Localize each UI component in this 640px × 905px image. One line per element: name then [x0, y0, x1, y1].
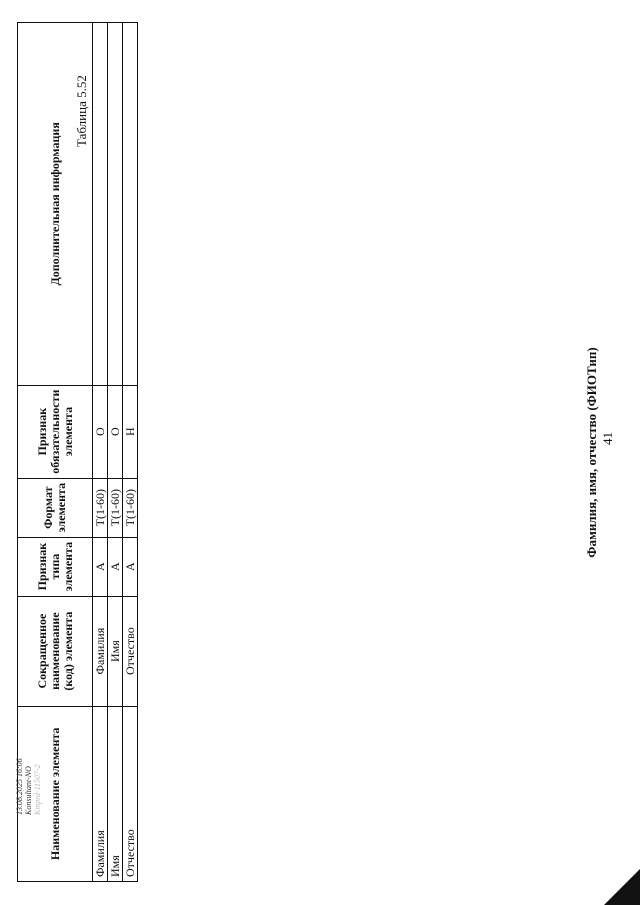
cell-element-format: T(1-60) — [123, 478, 138, 537]
header-element-code: Сокращенное наименование (код) элемента — [18, 596, 93, 706]
table-row — [93, 23, 108, 882]
print-stamp — [15, 758, 42, 815]
elements-table — [17, 22, 138, 882]
cell-element-type: А — [108, 537, 123, 596]
header-element-required: Признак обязательности элемента — [18, 385, 93, 478]
table-title: Фамилия, имя, отчество (ФИОТип) — [584, 347, 599, 558]
cell-element-code: Отчество — [123, 596, 138, 706]
cell-element-name: Имя — [108, 706, 123, 881]
cell-additional-info — [123, 23, 138, 386]
cell-element-name: Фамилия — [93, 706, 108, 881]
cell-element-required: Н — [123, 385, 138, 478]
table-header-row — [18, 23, 93, 882]
stamp-source: Konsultant-NO — [24, 766, 33, 815]
table-caption: Таблица 5.52 — [74, 75, 89, 147]
stamp-datetime: 13.08.2025 16:06 — [15, 758, 24, 815]
cell-element-required: О — [93, 385, 108, 478]
cell-element-name: Отчество — [123, 706, 138, 881]
cell-additional-info — [93, 23, 108, 386]
cell-element-required: О — [108, 385, 123, 478]
corner-mark — [604, 869, 640, 905]
cell-element-code: Имя — [108, 596, 123, 706]
header-element-format: Формат элемента — [18, 478, 93, 537]
cell-element-format: T(1-60) — [93, 478, 108, 537]
header-additional-info: Дополнительная информация — [18, 23, 93, 386]
cell-element-format: T(1-60) — [108, 478, 123, 537]
cell-additional-info — [108, 23, 123, 386]
cell-element-code: Фамилия — [93, 596, 108, 706]
page-number: 41 — [600, 432, 615, 445]
stamp-document-id: Kmprd-11507-2 — [33, 764, 42, 815]
header-element-name: Наименование элемента — [18, 706, 93, 881]
header-element-type: Признак типа элемента — [18, 537, 93, 596]
table-row — [108, 23, 123, 882]
cell-element-type: А — [93, 537, 108, 596]
cell-element-type: А — [123, 537, 138, 596]
table-row — [123, 23, 138, 882]
